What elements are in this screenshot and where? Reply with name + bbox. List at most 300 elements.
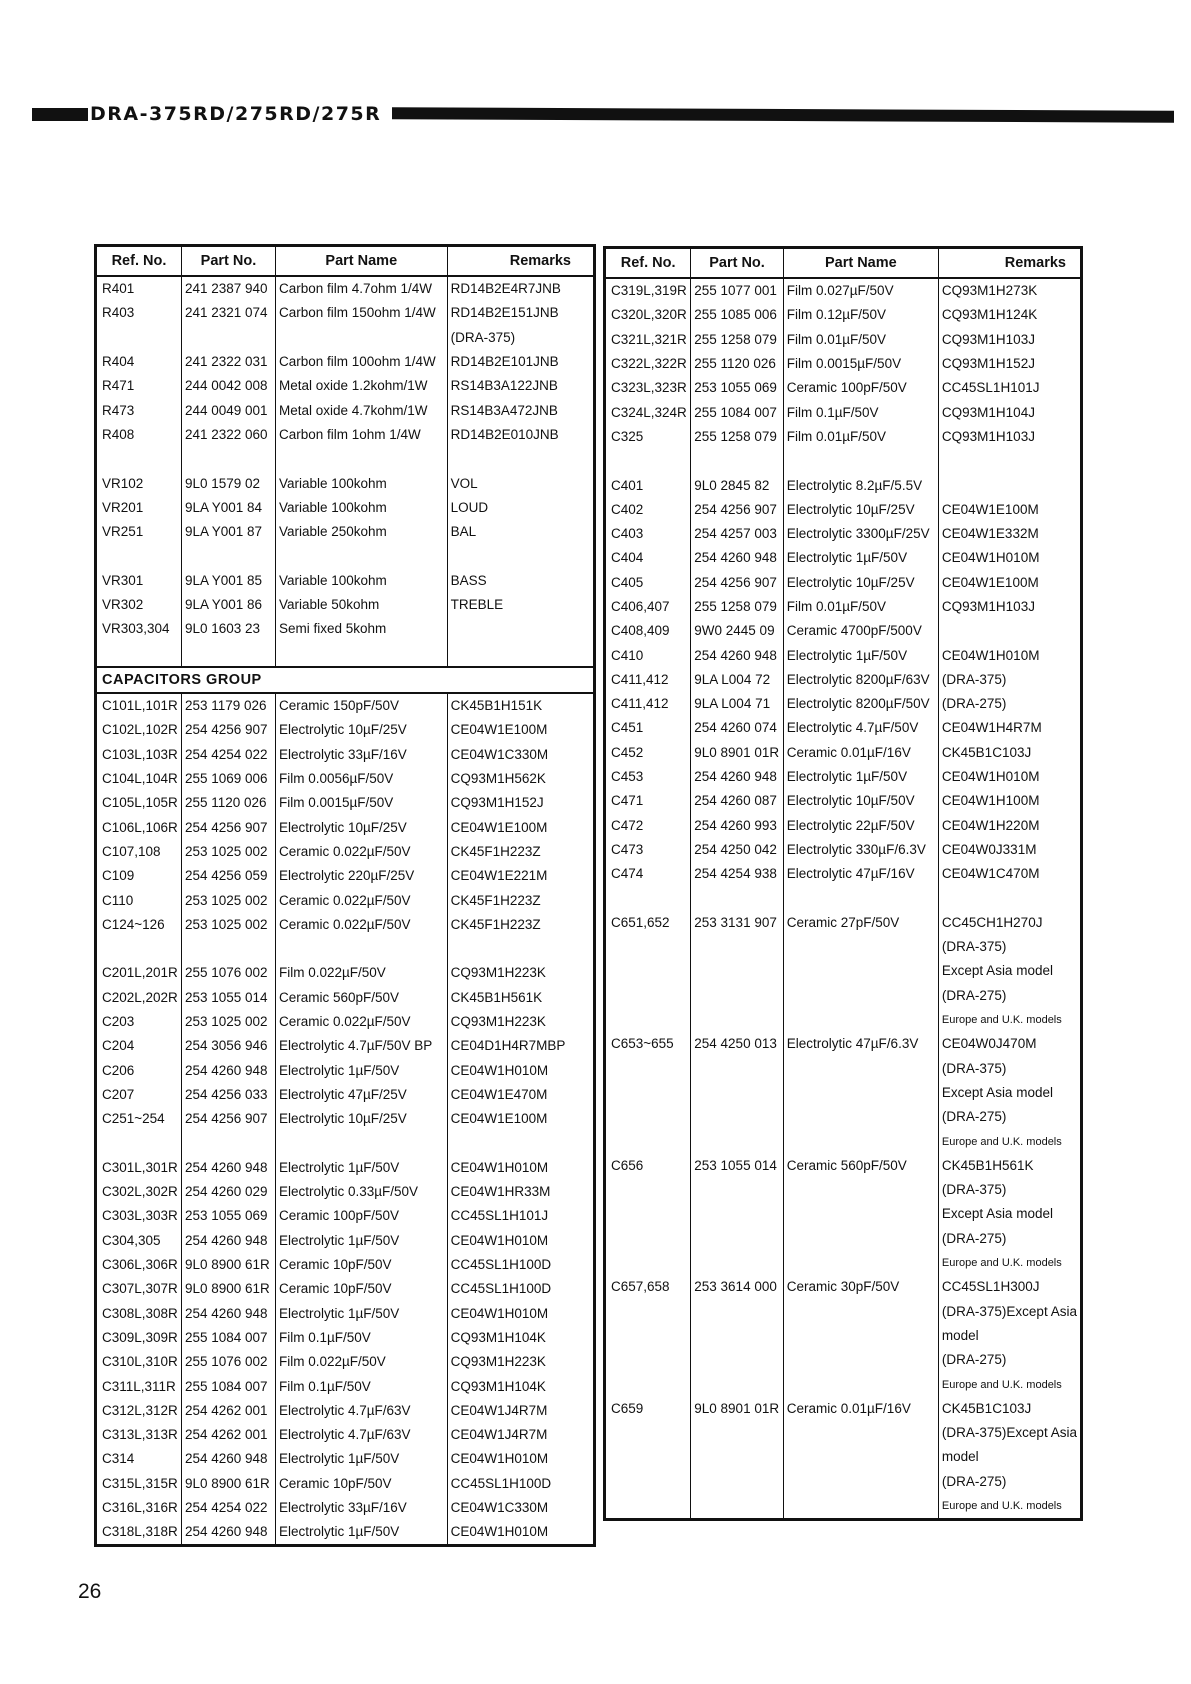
remarks-cell [447, 1131, 594, 1155]
part-no-cell [691, 1372, 783, 1396]
table-row [96, 1180, 595, 1204]
part-no-cell: 255 1084 007 [181, 1374, 275, 1398]
table-row [96, 471, 595, 495]
left-capacitor-rows [96, 693, 595, 1546]
part-name-cell [783, 959, 938, 983]
remarks-cell: CE04W1E100M [938, 498, 1081, 522]
ref-no-cell: C106L,106R [102, 819, 178, 835]
table-row [96, 961, 595, 985]
part-no-cell: 253 1025 002 [181, 840, 275, 864]
part-no-cell: 253 1025 002 [181, 1010, 275, 1034]
remarks-cell: CQ93M1H223K [447, 1010, 594, 1034]
part-no-cell: 255 1077 001 [691, 278, 783, 303]
part-name-cell [783, 1470, 938, 1494]
remarks-cell: Europe and U.K. models [938, 1372, 1081, 1396]
header-rule [392, 107, 1174, 122]
part-no-cell [691, 1081, 783, 1105]
ref-no-cell: C301L,301R [102, 1159, 178, 1175]
remarks-cell: CE04W1E100M [938, 571, 1081, 595]
remarks-cell: CQ93M1H273K [938, 278, 1081, 303]
part-name-cell: Electrolytic 10µF/50V [783, 789, 938, 813]
ref-no-cell: C306L,306R [102, 1257, 178, 1273]
part-no-cell [691, 1178, 783, 1202]
ref-no-cell: C410 [611, 647, 644, 663]
part-name-cell: Ceramic 30pF/50V [783, 1275, 938, 1299]
part-name-cell: Electrolytic 10µF/25V [275, 718, 447, 742]
remarks-cell: CE04W0J470M [938, 1032, 1081, 1056]
remarks-cell: CK45B1C103J [938, 741, 1081, 765]
part-no-cell: 9LA L004 72 [691, 668, 783, 692]
remarks-cell: Except Asia model [938, 1202, 1081, 1226]
table-row [605, 911, 1082, 935]
remarks-cell: CE04W1C330M [447, 1496, 594, 1520]
ref-no-cell: C311L,311R [102, 1378, 176, 1394]
ref-no-cell: C657,658 [611, 1279, 670, 1295]
part-no-cell [691, 1324, 783, 1348]
part-no-cell [691, 1299, 783, 1323]
part-name-cell: Film 0.1µF/50V [783, 400, 938, 424]
part-name-cell: Electrolytic 3300µF/25V [783, 522, 938, 546]
part-no-cell: 254 4257 003 [691, 522, 783, 546]
ref-no-cell: R471 [102, 378, 135, 394]
table-row [96, 1472, 595, 1496]
part-name-cell: Variable 100kohm [275, 471, 447, 495]
table-row [96, 816, 595, 840]
remarks-cell: CQ93M1H152J [447, 791, 594, 815]
remarks-cell: CE04W1H4R7M [938, 716, 1081, 740]
table-row [96, 398, 595, 422]
table-row [96, 937, 595, 961]
group-row [96, 667, 595, 693]
remarks-cell: CK45B1H561K [447, 986, 594, 1010]
part-no-cell: 253 3614 000 [691, 1275, 783, 1299]
table-row [605, 1032, 1082, 1056]
part-no-cell: 254 4256 907 [181, 718, 275, 742]
part-name-cell: Electrolytic 8.2µF/5.5V [783, 473, 938, 497]
part-name-cell: Electrolytic 1µF/50V [275, 1156, 447, 1180]
table-row [96, 1496, 595, 1520]
part-no-cell: 9LA L004 71 [691, 692, 783, 716]
part-name-cell: Ceramic 560pF/50V [275, 986, 447, 1010]
part-name-cell [783, 1057, 938, 1081]
part-name-cell: Ceramic 150pF/50V [275, 693, 447, 718]
table-row [605, 303, 1082, 327]
remarks-cell [938, 619, 1081, 643]
part-name-cell [783, 1202, 938, 1226]
part-name-cell: Ceramic 4700pF/500V [783, 619, 938, 643]
remarks-cell: (DRA-275) [938, 1105, 1081, 1129]
part-no-cell: 254 4260 948 [181, 1520, 275, 1546]
part-name-cell: Carbon film 1ohm 1/4W [275, 423, 447, 447]
ref-no-cell: C202L,202R [102, 989, 178, 1005]
part-no-cell [181, 544, 275, 568]
part-no-cell: 254 3056 946 [181, 1034, 275, 1058]
remarks-cell: (DRA-375) [938, 1057, 1081, 1081]
part-no-cell: 9L0 1579 02 [181, 471, 275, 495]
part-name-cell: Electrolytic 33µF/16V [275, 1496, 447, 1520]
table-row [96, 1107, 595, 1131]
remarks-cell [938, 473, 1081, 497]
part-name-cell: Electrolytic 330µF/6.3V [783, 838, 938, 862]
ref-no-cell [605, 1372, 691, 1396]
part-no-cell [691, 1470, 783, 1494]
ref-no-cell [605, 1105, 691, 1129]
ref-no-cell: R408 [102, 426, 135, 442]
remarks-cell: CE04W1H010M [938, 643, 1081, 667]
part-no-cell [691, 1227, 783, 1251]
remarks-cell: (DRA-275) [938, 692, 1081, 716]
remarks-cell: CC45SL1H300J [938, 1275, 1081, 1299]
part-no-cell: 254 4260 948 [181, 1301, 275, 1325]
part-no-cell: 255 1076 002 [181, 1350, 275, 1374]
part-name-cell [275, 447, 447, 471]
ref-no-cell [605, 984, 691, 1008]
ref-no-cell: R473 [102, 402, 135, 418]
right-capacitor-rows [605, 278, 1082, 1520]
table-row [96, 1447, 595, 1471]
part-name-cell: Variable 100kohm [275, 496, 447, 520]
ref-no-cell: C102L,102R [102, 722, 178, 738]
part-name-cell: Electrolytic 4.7µF/63V [275, 1423, 447, 1447]
remarks-cell: CC45SL1H101J [447, 1204, 594, 1228]
part-no-cell: 241 2322 060 [181, 423, 275, 447]
part-no-cell: 9L0 8900 61R [181, 1277, 275, 1301]
part-no-cell [691, 886, 783, 910]
remarks-cell: CQ93M1H104K [447, 1326, 594, 1350]
remarks-cell [938, 886, 1081, 910]
ref-no-cell: C316L,316R [102, 1499, 178, 1515]
table-row [96, 1423, 595, 1447]
remarks-cell: CQ93M1H103J [938, 595, 1081, 619]
remarks-cell: CE04W1H010M [938, 765, 1081, 789]
part-name-cell: Film 0.01µF/50V [783, 328, 938, 352]
table-row [605, 959, 1082, 983]
table-row [96, 544, 595, 568]
table-row [96, 1326, 595, 1350]
remarks-cell: CE04W1H010M [447, 1447, 594, 1471]
part-no-cell: 254 4256 059 [181, 864, 275, 888]
remarks-cell: RD14B2E151JNB [447, 301, 594, 325]
ref-no-cell: R401 [102, 281, 135, 297]
remarks-cell: CE04W1E100M [447, 1107, 594, 1131]
remarks-cell: CQ93M1H223K [447, 961, 594, 985]
part-no-cell: 255 1258 079 [691, 595, 783, 619]
ref-no-cell [605, 1008, 691, 1032]
ref-no-cell: C453 [611, 769, 644, 785]
part-no-cell: 253 1055 069 [691, 376, 783, 400]
ref-no-cell: C206 [102, 1062, 135, 1078]
part-name-cell: Electrolytic 1µF/50V [783, 765, 938, 789]
part-name-cell: Metal oxide 4.7kohm/1W [275, 398, 447, 422]
table-row [605, 1178, 1082, 1202]
remarks-cell [447, 937, 594, 961]
table-row [96, 1277, 595, 1301]
table-row [605, 838, 1082, 862]
part-name-cell [783, 1227, 938, 1251]
table-row [96, 617, 595, 641]
part-no-cell: 9W0 2445 09 [691, 619, 783, 643]
table-row [96, 447, 595, 471]
ref-no-cell [96, 641, 182, 666]
part-no-cell: 241 2387 940 [181, 276, 275, 301]
part-name-cell: Electrolytic 8200µF/50V [783, 692, 938, 716]
table-row [96, 1204, 595, 1228]
remarks-cell: LOUD [447, 496, 594, 520]
table-row [605, 1299, 1082, 1323]
ref-no-cell: VR303,304 [102, 621, 170, 637]
capacitors-group [96, 667, 595, 693]
col-part-no: Part No. [691, 248, 783, 279]
ref-no-cell: C319L,319R [611, 283, 687, 299]
ref-no-cell: C251~254 [102, 1111, 165, 1127]
part-name-cell [275, 544, 447, 568]
remarks-cell: CE04W1J4R7M [447, 1423, 594, 1447]
ref-no-cell: C324L,324R [611, 404, 687, 420]
part-name-cell: Film 0.0056µF/50V [275, 767, 447, 791]
remarks-cell: (DRA-375) [938, 668, 1081, 692]
table-row [605, 1348, 1082, 1372]
remarks-cell: CE04W1H010M [447, 1156, 594, 1180]
part-name-cell: Electrolytic 47µF/6.3V [783, 1032, 938, 1056]
part-no-cell: 254 4260 948 [181, 1156, 275, 1180]
remarks-cell: CK45B1C103J [938, 1397, 1081, 1421]
part-no-cell: 254 4260 948 [691, 765, 783, 789]
part-name-cell: Electrolytic 1µF/50V [275, 1301, 447, 1325]
ref-no-cell: VR301 [102, 572, 144, 588]
table-row [96, 1034, 595, 1058]
remarks-cell: CE04W1H010M [938, 546, 1081, 570]
part-name-cell: Carbon film 4.7ohm 1/4W [275, 276, 447, 301]
part-no-cell: 255 1085 006 [691, 303, 783, 327]
ref-no-cell: C321L,321R [611, 331, 687, 347]
part-name-cell: Film 0.01µF/50V [783, 595, 938, 619]
ref-no-cell [96, 544, 182, 568]
ref-no-cell: C656 [611, 1157, 644, 1173]
ref-no-cell: C107,108 [102, 843, 161, 859]
remarks-cell: CQ93M1H104J [938, 400, 1081, 424]
ref-no-cell: R404 [102, 354, 135, 370]
table-row [96, 1156, 595, 1180]
part-no-cell: 253 3131 907 [691, 911, 783, 935]
part-no-cell: 254 4260 029 [181, 1180, 275, 1204]
table-row [605, 1227, 1082, 1251]
col-ref-no: Ref. No. [605, 248, 691, 279]
part-no-cell: 254 4254 022 [181, 1496, 275, 1520]
part-no-cell: 254 4260 948 [691, 546, 783, 570]
part-name-cell [783, 1105, 938, 1129]
remarks-cell: CE04W1H220M [938, 814, 1081, 838]
remarks-cell: (DRA-275) [938, 1348, 1081, 1372]
remarks-cell: CC45SL1H100D [447, 1472, 594, 1496]
ref-no-cell: C303L,303R [102, 1208, 178, 1224]
table-row [605, 376, 1082, 400]
ref-no-cell: C103L,103R [102, 746, 178, 762]
part-name-cell: Semi fixed 5kohm [275, 617, 447, 641]
part-name-cell: Ceramic 27pF/50V [783, 911, 938, 935]
ref-no-cell: C402 [611, 501, 644, 517]
ref-no-cell: C323L,323R [611, 380, 687, 396]
part-no-cell [691, 1008, 783, 1032]
part-name-cell [783, 1129, 938, 1153]
part-no-cell [181, 641, 275, 666]
ref-no-cell: C408,409 [611, 623, 670, 639]
part-no-cell [691, 935, 783, 959]
group-title: CAPACITORS GROUP [96, 667, 595, 693]
part-no-cell: 241 2322 031 [181, 350, 275, 374]
ref-no-cell: C310L,310R [102, 1354, 178, 1370]
remarks-cell: BAL [447, 520, 594, 544]
part-no-cell: 254 4256 033 [181, 1083, 275, 1107]
remarks-cell: (DRA-275) [938, 1227, 1081, 1251]
ref-no-cell: C322L,322R [611, 356, 687, 372]
table-row [96, 1229, 595, 1253]
remarks-cell: CE04W1H010M [447, 1301, 594, 1325]
ref-no-cell: C659 [611, 1400, 644, 1416]
part-no-cell [691, 959, 783, 983]
part-no-cell: 254 4262 001 [181, 1423, 275, 1447]
table-row [605, 692, 1082, 716]
part-name-cell [783, 935, 938, 959]
remarks-cell: RD14B2E101JNB [447, 350, 594, 374]
ref-no-cell [605, 1348, 691, 1372]
table-row [605, 1105, 1082, 1129]
part-name-cell [783, 449, 938, 473]
table-row [605, 546, 1082, 570]
part-name-cell: Ceramic 0.01µF/16V [783, 741, 938, 765]
part-no-cell: 254 4256 907 [181, 816, 275, 840]
part-name-cell: Ceramic 0.022µF/50V [275, 840, 447, 864]
ref-no-cell: C104L,104R [102, 771, 178, 787]
remarks-cell: CE04W1J4R7M [447, 1399, 594, 1423]
ref-no-cell [605, 1445, 691, 1469]
part-name-cell [783, 1008, 938, 1032]
ref-no-cell: C653~655 [611, 1036, 674, 1052]
part-name-cell: Variable 100kohm [275, 569, 447, 593]
part-no-cell [691, 1057, 783, 1081]
part-no-cell: 254 4250 042 [691, 838, 783, 862]
col-remarks: Remarks [938, 248, 1081, 279]
part-name-cell: Electrolytic 10µF/25V [275, 1107, 447, 1131]
part-name-cell: Ceramic 560pF/50V [783, 1154, 938, 1178]
ref-no-cell: C404 [611, 550, 644, 566]
remarks-cell: CC45SL1H100D [447, 1253, 594, 1277]
part-name-cell: Electrolytic 1µF/50V [275, 1520, 447, 1546]
remarks-cell: CK45F1H223Z [447, 840, 594, 864]
part-no-cell: 253 1025 002 [181, 888, 275, 912]
part-no-cell: 253 1055 014 [691, 1154, 783, 1178]
ref-no-cell [605, 449, 691, 473]
remarks-cell: Europe and U.K. models [938, 1008, 1081, 1032]
table-row [96, 1253, 595, 1277]
table-row [96, 718, 595, 742]
part-no-cell [691, 1105, 783, 1129]
table-row [96, 888, 595, 912]
part-name-cell [783, 1081, 938, 1105]
ref-no-cell [605, 1470, 691, 1494]
remarks-cell: (DRA-375)Except Asia [938, 1421, 1081, 1445]
part-name-cell: Variable 50kohm [275, 593, 447, 617]
table-row [96, 1301, 595, 1325]
remarks-cell: CE04W1E332M [938, 522, 1081, 546]
part-name-cell: Electrolytic 220µF/25V [275, 864, 447, 888]
part-no-cell: 253 1025 002 [181, 913, 275, 937]
remarks-cell: CQ93M1H223K [447, 1350, 594, 1374]
part-name-cell: Ceramic 100pF/50V [783, 376, 938, 400]
part-name-cell: Electrolytic 4.7µF/50V [783, 716, 938, 740]
remarks-cell [447, 617, 594, 641]
remarks-cell: Except Asia model [938, 1081, 1081, 1105]
ref-no-cell: C101L,101R [102, 698, 178, 714]
ref-no-cell: VR102 [102, 475, 144, 491]
part-name-cell: Electrolytic 4.7µF/50V BP [275, 1034, 447, 1058]
table-row [605, 1154, 1082, 1178]
ref-no-cell: C207 [102, 1086, 135, 1102]
table-row [605, 1251, 1082, 1275]
part-name-cell [783, 984, 938, 1008]
part-no-cell [691, 1494, 783, 1520]
col-remarks: Remarks [447, 246, 594, 277]
part-no-cell [181, 1131, 275, 1155]
ref-no-cell: C651,652 [611, 914, 670, 930]
table-row [96, 986, 595, 1010]
remarks-cell: RD14B2E010JNB [447, 423, 594, 447]
remarks-cell: (DRA-275) [938, 1470, 1081, 1494]
part-no-cell: 254 4260 993 [691, 814, 783, 838]
table-row [605, 935, 1082, 959]
part-name-cell: Electrolytic 1µF/50V [275, 1059, 447, 1083]
table-row [605, 886, 1082, 910]
part-name-cell: Electrolytic 47µF/25V [275, 1083, 447, 1107]
part-no-cell: 9L0 8901 01R [691, 1397, 783, 1421]
table-row [605, 1445, 1082, 1469]
part-no-cell [691, 984, 783, 1008]
ref-no-cell [605, 1421, 691, 1445]
remarks-cell: CQ93M1H103J [938, 425, 1081, 449]
ref-no-cell: C403 [611, 526, 644, 542]
remarks-cell: Except Asia model [938, 959, 1081, 983]
remarks-cell: CK45B1H561K [938, 1154, 1081, 1178]
remarks-cell: CQ93M1H104K [447, 1374, 594, 1398]
part-name-cell [783, 1372, 938, 1396]
ref-no-cell: C307L,307R [102, 1281, 178, 1297]
ref-no-cell: C313L,313R [102, 1427, 178, 1443]
ref-no-cell: C474 [611, 866, 644, 882]
table-row [96, 350, 595, 374]
ref-no-cell: C318L,318R [102, 1524, 178, 1540]
part-name-cell [783, 1421, 938, 1445]
part-no-cell [691, 1445, 783, 1469]
page-number: 26 [78, 1580, 102, 1603]
table-row [96, 276, 595, 301]
ref-no-cell: C411,412 [611, 671, 669, 687]
part-name-cell: Electrolytic 8200µF/63V [783, 668, 938, 692]
table-row [96, 913, 595, 937]
remarks-cell: CC45CH1H270J [938, 911, 1081, 935]
table-row [605, 765, 1082, 789]
part-name-cell: Film 0.027µF/50V [783, 278, 938, 303]
table-row [605, 522, 1082, 546]
table-row [96, 593, 595, 617]
part-name-cell: Film 0.022µF/50V [275, 961, 447, 985]
part-no-cell: 254 4260 948 [181, 1059, 275, 1083]
ref-no-cell: R403 [102, 305, 135, 321]
col-part-name: Part Name [783, 248, 938, 279]
remarks-cell [938, 449, 1081, 473]
part-no-cell: 244 0042 008 [181, 374, 275, 398]
table-row [96, 864, 595, 888]
remarks-cell: CC45SL1H100D [447, 1277, 594, 1301]
part-no-cell: 255 1120 026 [691, 352, 783, 376]
